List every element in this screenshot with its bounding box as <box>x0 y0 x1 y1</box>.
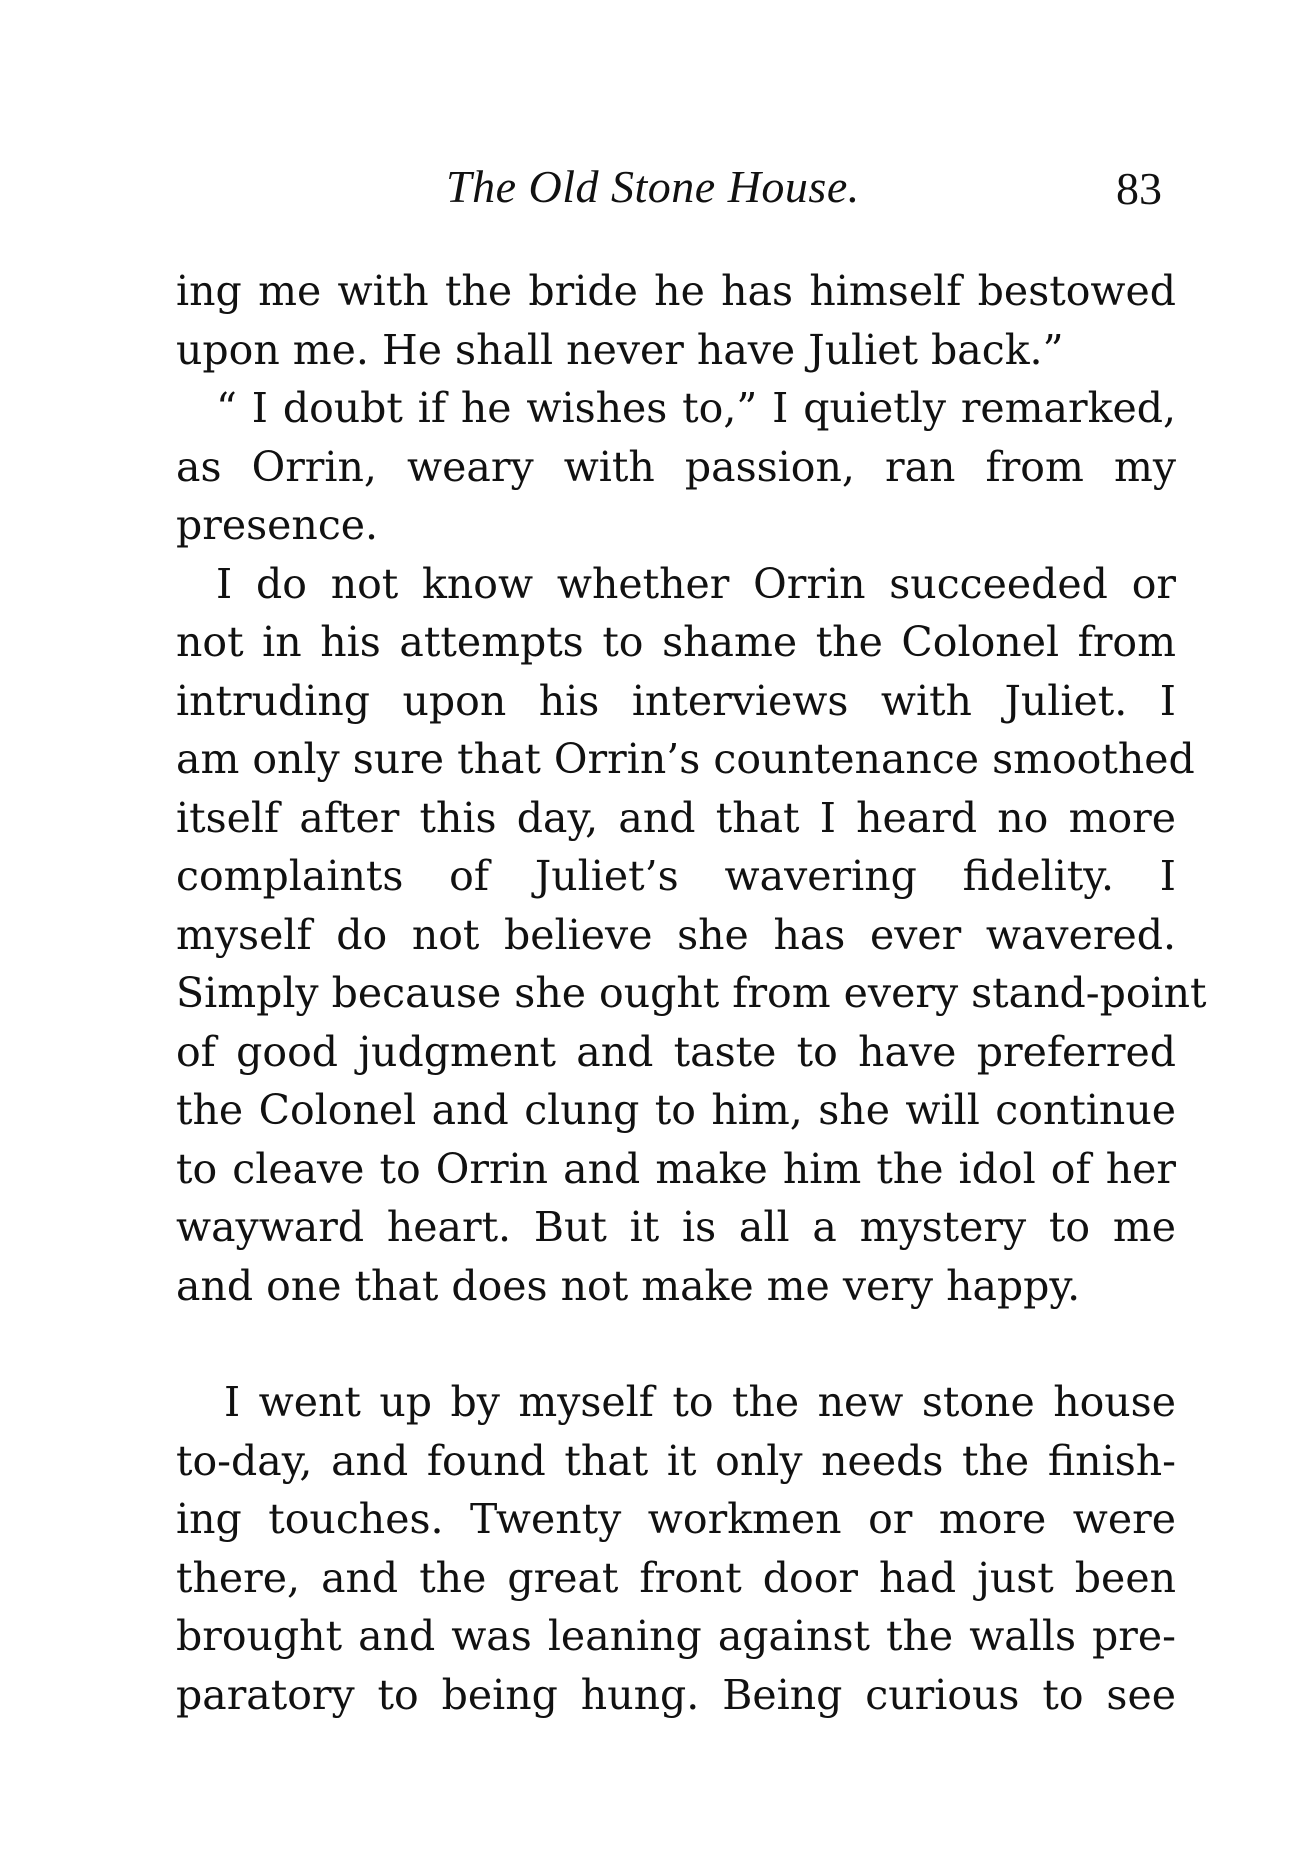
text-line: and one that does not make me very happy. <box>176 1261 1081 1310</box>
text-line: ing touches. Twenty workmen or more were <box>176 1495 1176 1543</box>
text-line: Simply because she ought from every stand-point <box>176 969 1207 1017</box>
paragraph <box>176 379 1176 555</box>
text-line: paratory to being hung. Being curious to see <box>176 1670 1176 1719</box>
text-line: myself do not believe she has ever wavered. <box>176 910 1176 959</box>
text-line: “ I doubt if he wishes to,” I quietly remarked, <box>216 384 1176 432</box>
paragraph <box>176 555 1207 1316</box>
page-header <box>176 160 1176 230</box>
text-line: presence. <box>176 501 379 549</box>
text-line: complaints of Juliet’s wavering fidelity. I <box>176 852 1176 900</box>
text-line: itself after this day, and that I heard no more <box>176 793 1176 842</box>
paragraph <box>176 262 1176 379</box>
text-line: intruding upon his interviews with Juliet. I <box>176 676 1176 725</box>
text-line: of good judgment and taste to have preferred <box>176 1027 1176 1076</box>
text-line: there, and the great front door had just been <box>176 1553 1176 1602</box>
text-line: as Orrin, weary with passion, ran from my <box>176 442 1176 491</box>
text-line: the Colonel and clung to him, she will continue <box>176 1086 1176 1134</box>
text-line: I went up by myself to the new stone house <box>224 1378 1176 1426</box>
text-line: ing me with the bride he has himself bestowed <box>176 267 1176 315</box>
page-number: 83 <box>1116 163 1162 214</box>
section-break <box>176 1315 1176 1373</box>
text-line: not in his attempts to shame the Colonel from <box>176 618 1176 666</box>
text-line: to-day, and found that it only needs the finish- <box>176 1436 1176 1485</box>
text-line: to cleave to Orrin and make him the idol of her <box>176 1144 1176 1193</box>
text-line: am only sure that Orrin’s countenance smoothed <box>176 735 1195 783</box>
text-line: brought and was leaning against the walls pre- <box>176 1612 1176 1660</box>
text-line: upon me. He shall never have Juliet back.” <box>176 325 1064 374</box>
running-title: The Old Stone House. <box>446 161 860 212</box>
paragraph <box>176 1373 1176 1724</box>
text-line: wayward heart. But it is all a mystery to me <box>176 1203 1176 1251</box>
text-line: I do not know whether Orrin succeeded or <box>216 559 1176 608</box>
body-text <box>176 262 1207 1724</box>
